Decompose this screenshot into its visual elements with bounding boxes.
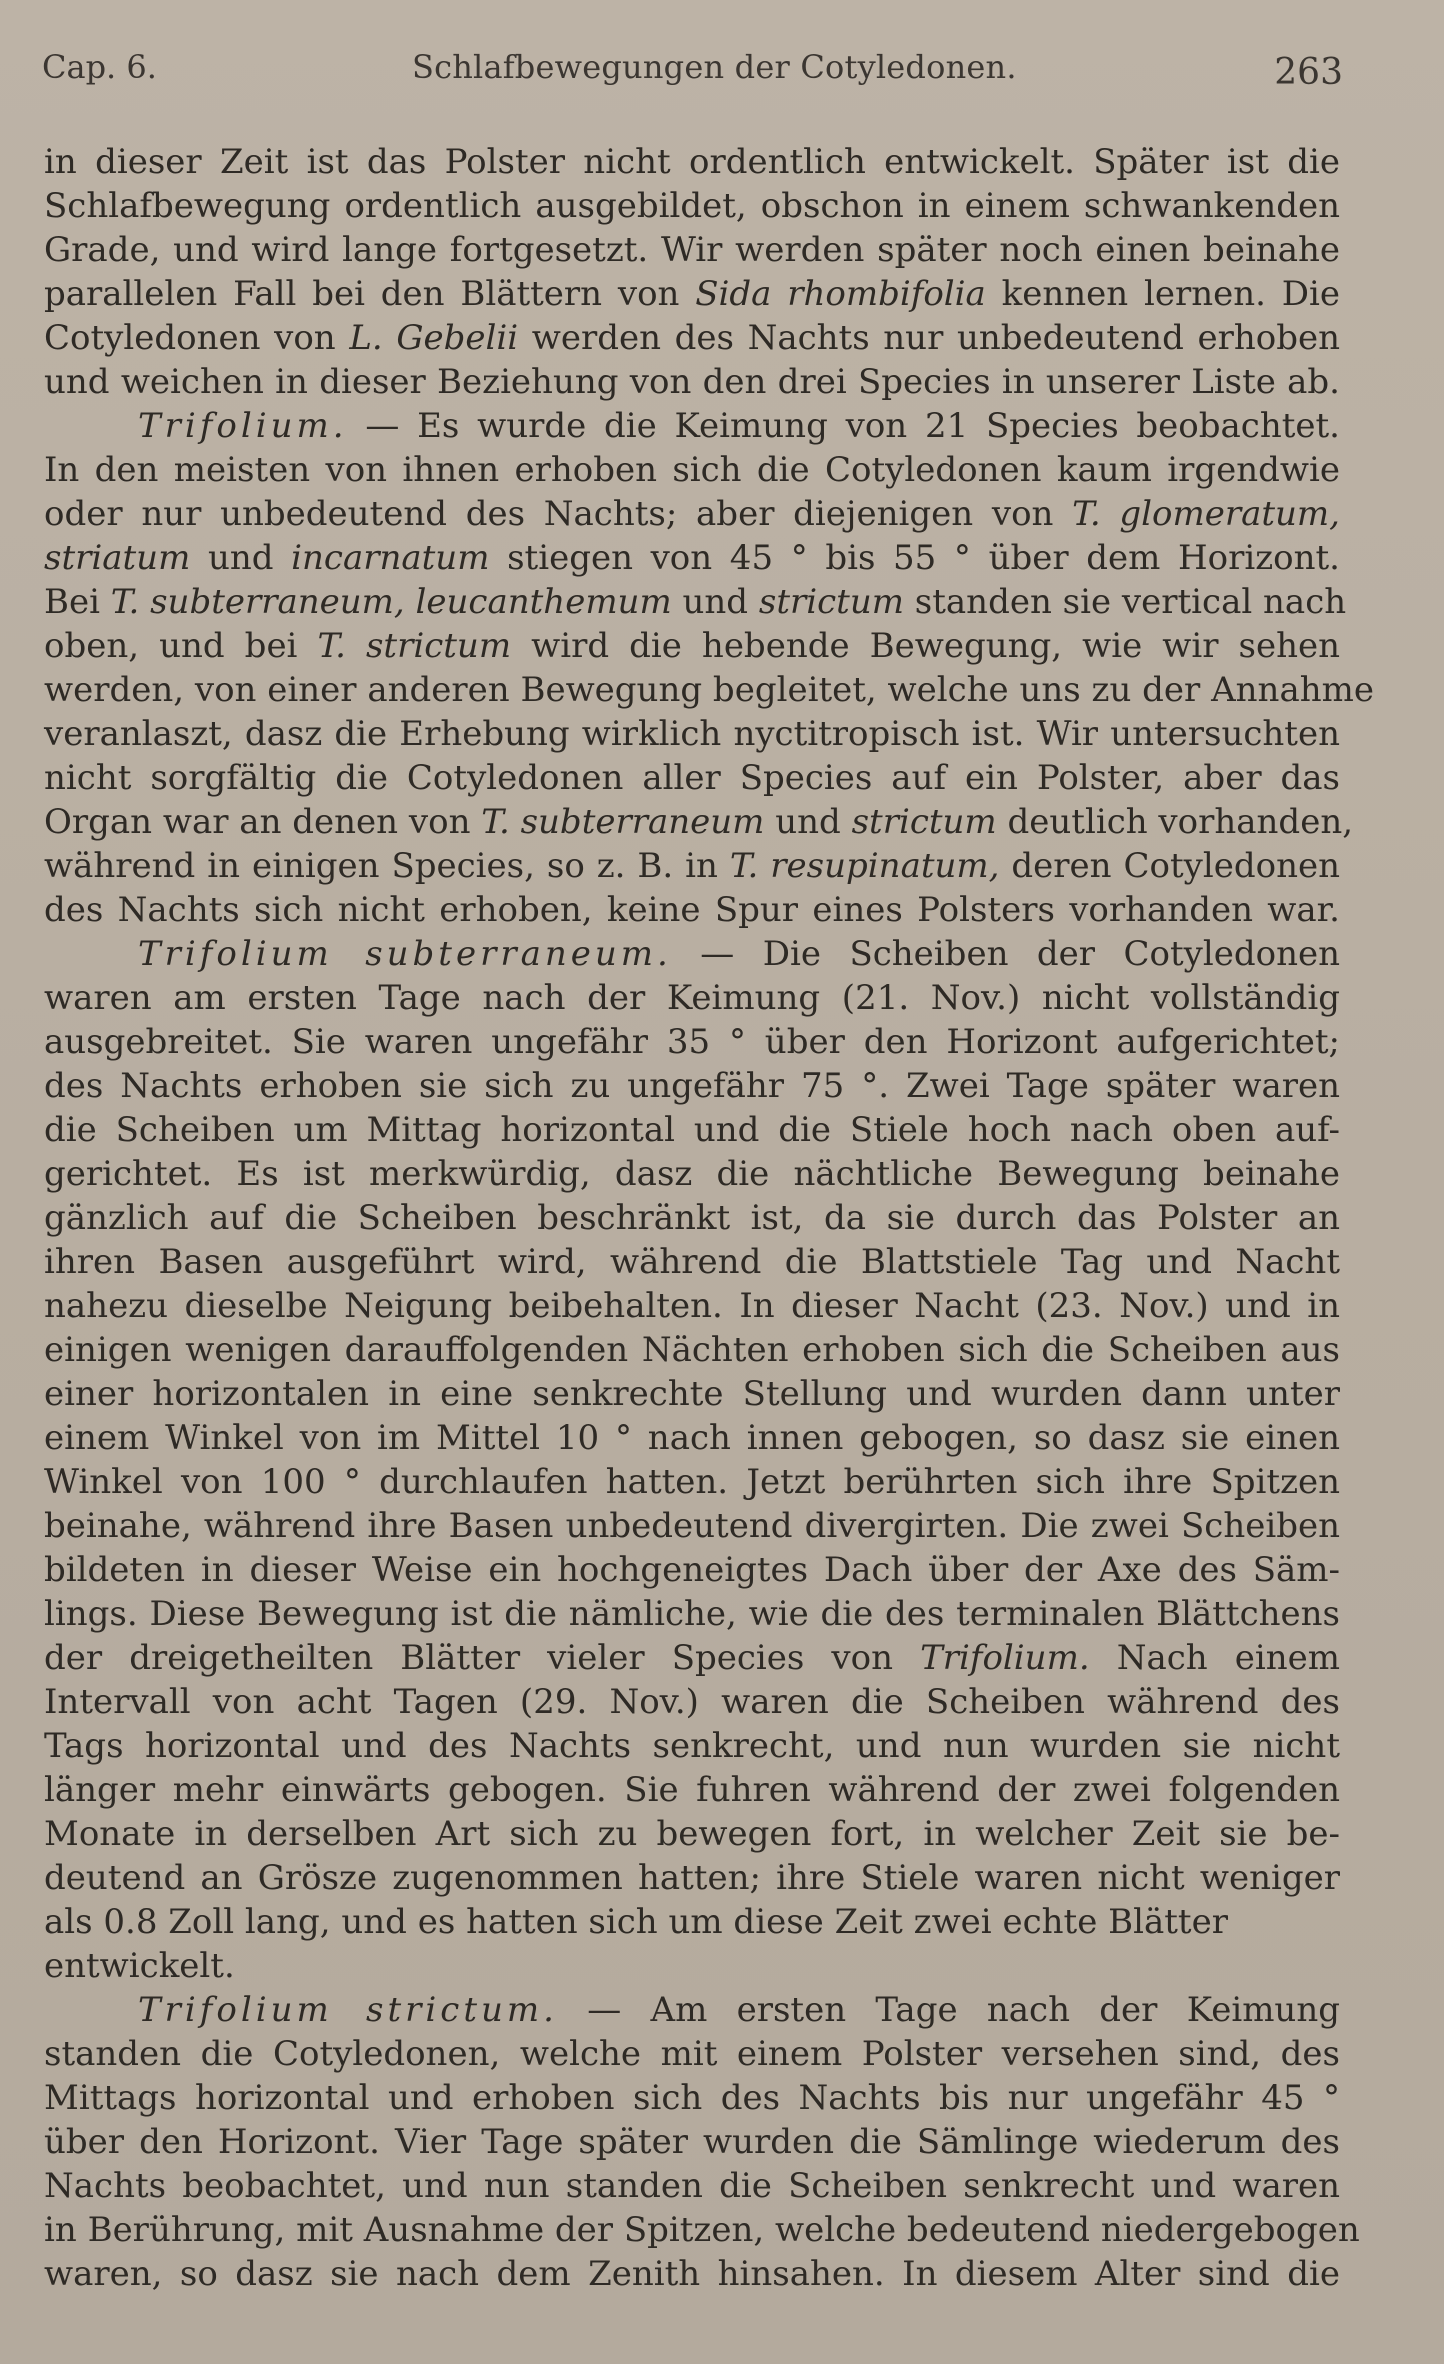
italic-text: T. strictum	[317, 626, 512, 666]
text-run: über den Horizont. Vier Tage später wurden die Sämlinge wiederum des	[44, 2122, 1340, 2162]
text-run: und	[190, 538, 292, 578]
italic-text: T. glomeratum,	[1072, 494, 1340, 534]
text-line	[44, 1196, 1340, 1240]
text-line	[44, 2120, 1340, 2164]
text-run: — Die Scheiben der Cotyledonen	[671, 934, 1341, 974]
text-run: Nach einem	[1089, 1638, 1340, 1678]
italic-text: incarnatum	[291, 538, 490, 578]
text-run: Tags horizontal und des Nachts senkrecht, und nun wurden sie nicht	[44, 1726, 1340, 1766]
text-line	[44, 1812, 1340, 1856]
text-run: Mittags horizontal und erhoben sich des Nachts bis nur ungefähr 45 °	[44, 2078, 1340, 2118]
text-run: nicht sorgfältig die Cotyledonen aller Species auf ein Polster, aber das	[44, 758, 1340, 798]
chapter-label: Cap. 6.	[42, 48, 157, 86]
text-run: ausgebreitet. Sie waren ungefähr 35 ° über den Horizont aufgerichtet;	[44, 1022, 1340, 1062]
text-line	[44, 1284, 1340, 1328]
text-run: veranlaszt, dasz die Erhebung wirklich nyctitropisch ist. Wir untersuchten	[44, 714, 1340, 754]
italic-text: Trifolium.	[920, 1638, 1090, 1678]
text-line	[44, 1504, 1340, 1548]
italic-text: T. resupinatum,	[729, 846, 1000, 886]
text-run: gänzlich auf die Scheiben beschränkt ist, da sie durch das Polster an	[44, 1198, 1340, 1238]
text-line	[44, 756, 1340, 800]
text-line	[44, 536, 1340, 580]
text-run: In den meisten von ihnen erhoben sich die Cotyledonen kaum irgendwie	[44, 450, 1340, 490]
text-run: deutend an Grösze zugenommen hatten; ihre Stiele waren nicht weniger	[44, 1858, 1340, 1898]
text-line	[44, 272, 1340, 316]
text-line	[44, 1988, 1340, 2032]
text-line	[44, 1020, 1340, 1064]
text-line	[44, 2208, 1360, 2252]
text-run: in dieser Zeit ist das Polster nicht ordentlich entwickelt. Später ist die	[44, 142, 1340, 182]
text-run: während in einigen Species, so z. B. in	[44, 846, 730, 886]
text-line	[44, 1592, 1340, 1636]
text-line	[44, 1548, 1340, 1592]
body-text	[44, 140, 1374, 2296]
italic-text: strictum	[758, 582, 904, 622]
text-line	[44, 888, 1340, 932]
text-run: der dreigetheilten Blätter vieler Species von	[44, 1638, 921, 1678]
text-run: Grade, und wird lange fortgesetzt. Wir werden später noch einen beinahe	[44, 230, 1340, 270]
text-line	[44, 1328, 1340, 1372]
text-run: waren, so dasz sie nach dem Zenith hinsahen. In diesem Alter sind die	[44, 2254, 1340, 2294]
text-line	[44, 668, 1374, 712]
text-run: waren am ersten Tage nach der Keimung (21. Nov.) nicht vollständig	[44, 978, 1340, 1018]
text-run: standen die Cotyledonen, welche mit einem Polster versehen sind, des	[44, 2034, 1340, 2074]
text-run: einer horizontalen in eine senkrechte Stellung und wurden dann unter	[44, 1374, 1340, 1414]
text-run: einigen wenigen darauffolgenden Nächten erhoben sich die Scheiben aus	[44, 1330, 1340, 1370]
running-title: Schlafbewegungen der Cotyledonen.	[412, 48, 1017, 86]
text-line	[44, 140, 1340, 184]
text-run: kennen lernen. Die	[985, 274, 1340, 314]
text-line	[44, 976, 1340, 1020]
text-line	[44, 2164, 1340, 2208]
text-run: stiegen von 45 ° bis 55 ° über dem Horizont.	[489, 538, 1340, 578]
text-line	[44, 1108, 1340, 1152]
text-line	[44, 404, 1340, 448]
text-line	[44, 184, 1340, 228]
text-run: Bei	[44, 582, 111, 622]
italic-text: L. Gebelii	[349, 318, 519, 358]
text-run: deutlich vorhanden,	[996, 802, 1354, 842]
text-line	[44, 1064, 1340, 1108]
page-header	[42, 48, 1342, 108]
text-run: werden des Nachts nur unbedeutend erhoben	[518, 318, 1340, 358]
text-run: in Berührung, mit Ausnahme der Spitzen, welche bedeutend niedergebogen	[44, 2210, 1360, 2250]
text-run: Winkel von 100 ° durchlaufen hatten. Jetzt berührten sich ihre Spitzen	[44, 1462, 1340, 1502]
text-line	[44, 1636, 1340, 1680]
text-run: Schlafbewegung ordentlich ausgebildet, obschon in einem schwankenden	[44, 186, 1340, 226]
text-run: Nachts beobachtet, und nun standen die Scheiben senkrecht und waren	[44, 2166, 1340, 2206]
text-line	[44, 1900, 1340, 1944]
text-line	[44, 1680, 1340, 1724]
text-line	[44, 1372, 1340, 1416]
page-number: 263	[1274, 52, 1343, 93]
text-run: des Nachts sich nicht erhoben, keine Spur eines Polsters vorhanden war.	[44, 890, 1340, 930]
text-run: wird die hebende Bewegung, wie wir sehen	[511, 626, 1340, 666]
text-line	[44, 1856, 1340, 1900]
italic-text: striatum	[44, 538, 191, 578]
text-line	[44, 492, 1340, 536]
text-run: parallelen Fall bei den Blättern von	[44, 274, 696, 314]
text-run: die Scheiben um Mittag horizontal und die Stiele hoch nach oben auf-	[44, 1110, 1340, 1150]
text-run: lings. Diese Bewegung ist die nämliche, wie die des terminalen Blättchens	[44, 1594, 1340, 1634]
text-line	[44, 2252, 1340, 2296]
text-run: bildeten in dieser Weise ein hochgeneigtes Dach über der Axe des Säm-	[44, 1550, 1340, 1590]
text-line	[44, 316, 1340, 360]
text-line	[44, 1240, 1340, 1284]
italic-text: T. subterraneum, leucanthemum	[110, 582, 672, 622]
text-line	[44, 800, 1354, 844]
spaced-heading: Trifolium.	[138, 406, 348, 446]
text-run: beinahe, während ihre Basen unbedeutend divergirten. Die zwei Scheiben	[44, 1506, 1340, 1546]
text-run: und weichen in dieser Beziehung von den drei Species in unserer Liste ab.	[44, 362, 1340, 402]
text-run: ihren Basen ausgeführt wird, während die Blattstiele Tag und Nacht	[44, 1242, 1340, 1282]
text-line	[44, 1944, 1340, 1988]
text-line	[44, 360, 1340, 404]
text-run: und	[671, 582, 759, 622]
text-line	[44, 1460, 1340, 1504]
text-run: oben, und bei	[44, 626, 318, 666]
text-run: einem Winkel von im Mittel 10 ° nach innen gebogen, so dasz sie einen	[44, 1418, 1340, 1458]
text-line	[44, 1724, 1340, 1768]
text-line	[44, 1152, 1340, 1196]
text-run: nahezu dieselbe Neigung beibehalten. In dieser Nacht (23. Nov.) und in	[44, 1286, 1340, 1326]
text-line	[44, 844, 1340, 888]
text-line	[44, 624, 1340, 668]
text-run: des Nachts erhoben sie sich zu ungefähr 75 °. Zwei Tage später waren	[44, 1066, 1340, 1106]
text-line	[44, 712, 1340, 756]
spaced-heading: Trifolium subterraneum.	[138, 934, 672, 974]
text-run: länger mehr einwärts gebogen. Sie fuhren während der zwei folgenden	[44, 1770, 1340, 1810]
text-line	[44, 932, 1340, 976]
text-line	[44, 228, 1340, 272]
text-line	[44, 448, 1340, 492]
text-run: deren Cotyledonen	[999, 846, 1341, 886]
text-run: entwickelt.	[44, 1946, 235, 1986]
text-run: standen sie vertical nach	[903, 582, 1347, 622]
text-run: und	[764, 802, 852, 842]
text-run: gerichtet. Es ist merkwürdig, dasz die nächtliche Bewegung beinahe	[44, 1154, 1340, 1194]
italic-text: Sida rhombifolia	[695, 274, 986, 314]
text-line	[44, 2076, 1340, 2120]
text-line	[44, 2032, 1340, 2076]
spaced-heading: Trifolium strictum.	[138, 1990, 558, 2030]
text-run: Intervall von acht Tagen (29. Nov.) waren die Scheiben während des	[44, 1682, 1340, 1722]
italic-text: strictum	[851, 802, 997, 842]
text-line	[44, 580, 1347, 624]
text-run: werden, von einer anderen Bewegung begleitet, welche uns zu der Annahme	[44, 670, 1374, 710]
text-run: Cotyledonen von	[44, 318, 350, 358]
text-line	[44, 1768, 1340, 1812]
text-run: — Es wurde die Keimung von 21 Species beobachtet.	[347, 406, 1340, 446]
text-run: Monate in derselben Art sich zu bewegen fort, in welcher Zeit sie be-	[44, 1814, 1340, 1854]
text-run: oder nur unbedeutend des Nachts; aber diejenigen von	[44, 494, 1073, 534]
text-line	[44, 1416, 1340, 1460]
italic-text: T. subterraneum	[481, 802, 765, 842]
text-run: — Am ersten Tage nach der Keimung	[557, 1990, 1340, 2030]
text-run: als 0.8 Zoll lang, und es hatten sich um diese Zeit zwei echte Blätter	[44, 1902, 1228, 1942]
text-run: Organ war an denen von	[44, 802, 482, 842]
